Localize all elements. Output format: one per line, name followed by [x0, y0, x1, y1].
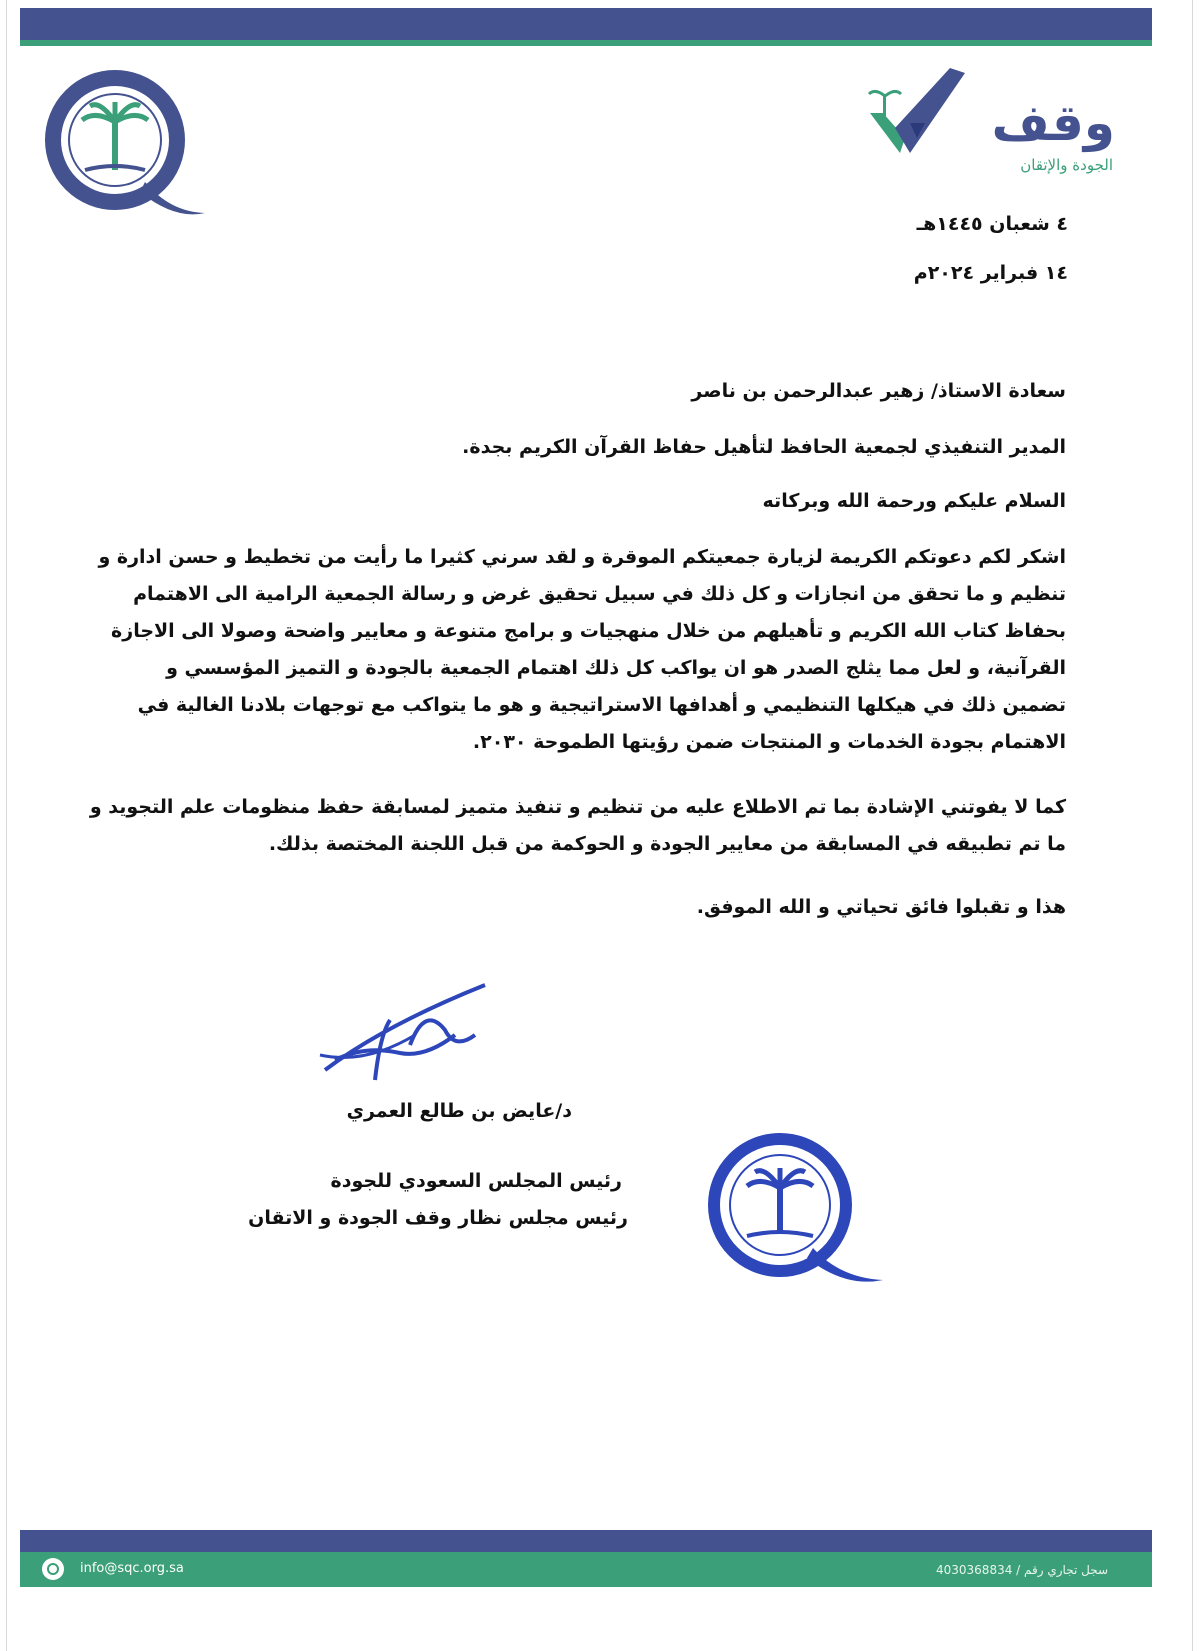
footer-email[interactable]: info@sqc.org.sa — [80, 1561, 184, 1576]
page-edge-right — [1192, 0, 1193, 1651]
body-line: الاهتمام بجودة الخدمات و المنتجات ضمن رؤيتها الطموحة ٢٠٣٠. — [472, 731, 1066, 753]
addressee-title: المدير التنفيذي لجمعية الحافظ لتأهيل حفاظ القرآن الكريم بجدة. — [462, 436, 1066, 458]
body-line: كما لا يفوتني الإشادة بما تم الاطلاع عليه من تنظيم و تنفيذ متميز لمسابقة حفظ منظومات علم التجويد و — [89, 796, 1066, 818]
footer-registration: سجل تجاري رقم / 4030368834 — [936, 1563, 1108, 1577]
body-line: تنظيم و ما تحقق من انجازات و كل ذلك في سبيل تحقيق غرض و رسالة الجمعية الرامية الى الاهتمام — [133, 583, 1066, 605]
footer-band-blue — [20, 1530, 1152, 1552]
waqf-quality-logo — [865, 68, 1115, 188]
hijri-date: ٤ شعبان ١٤٤٥هـ — [916, 213, 1068, 235]
signatory-title-2: رئيس مجلس نظار وقف الجودة و الاتقان — [248, 1207, 628, 1229]
signatory-title-1: رئيس المجلس السعودي للجودة — [330, 1170, 622, 1192]
closing-line: هذا و تقبلوا فائق تحياتي و الله الموفق. — [696, 896, 1066, 918]
body-line: تضمين ذلك في هيكلها التنظيمي و أهدافها الاستراتيجية و هو ما يتواكب مع توجهات بلادنا الغالية في — [137, 694, 1066, 716]
body-line: اشكر لكم دعوتكم الكريمة لزيارة جمعيتكم الموقرة و لقد سرني كثيرا ما رأيت من تخطيط و حسن ادارة و — [98, 546, 1066, 568]
waqf-wordmark: وقف — [991, 94, 1115, 152]
waqf-tagline: الجودة والإتقان — [1020, 156, 1113, 174]
body-line: بحفاظ كتاب الله الكريم و تأهيلهم من خلال منهجيات و برامج متنوعة و معايير واضحة وصولا الى الاجازة — [111, 620, 1066, 642]
gregorian-date: ١٤ فبراير ٢٠٢٤م — [913, 262, 1068, 284]
page-edge-left — [6, 0, 7, 1651]
signatory-name: د/عايض بن طالع العمري — [346, 1100, 572, 1122]
addressee-name: سعادة الاستاذ/ زهير عبدالرحمن بن ناصر — [691, 380, 1066, 402]
email-icon — [42, 1558, 64, 1580]
header-band-blue — [20, 8, 1152, 40]
greeting: السلام عليكم ورحمة الله وبركاته — [762, 490, 1066, 512]
saudi-quality-council-logo — [40, 70, 210, 230]
council-stamp — [705, 1130, 895, 1290]
body-line: القرآنية، و لعل مما يثلج الصدر هو ان يواكب كل ذلك اهتمام الجمعية بالجودة و التميز المؤسسي و — [166, 657, 1066, 679]
handwritten-signature — [305, 975, 515, 1090]
body-line: ما تم تطبيقه في المسابقة من معايير الجودة و الحوكمة من قبل اللجنة المختصة بذلك. — [268, 833, 1066, 855]
header-band-green — [20, 40, 1152, 46]
